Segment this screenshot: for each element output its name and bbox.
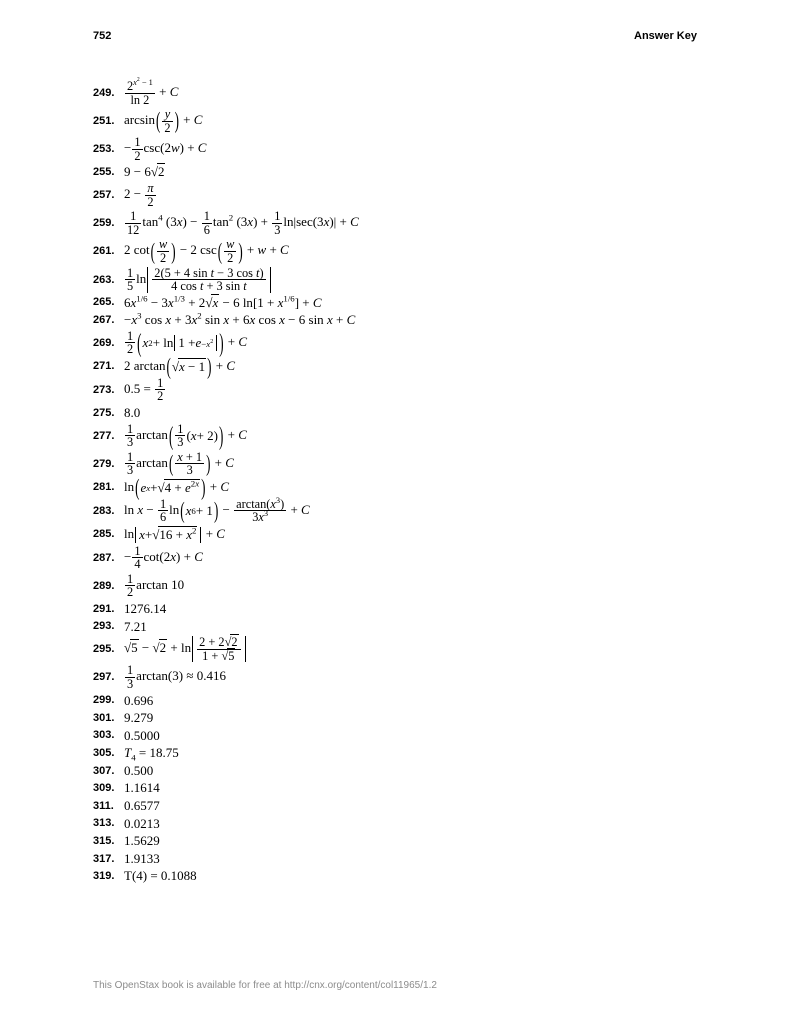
answer-formula: 0.5 = $\frac{1}{2}$ <box>124 375 164 404</box>
answer-number: 255. <box>93 166 115 179</box>
answer-formula: 0.500 <box>124 762 154 778</box>
answer-formula: 9 − 6√2 <box>124 164 165 180</box>
answer-row <box>93 763 731 779</box>
answer-number: 251. <box>93 115 115 128</box>
answer-number: 307. <box>93 764 115 777</box>
answer-number: 253. <box>93 143 115 156</box>
answer-number: 285. <box>93 528 115 541</box>
answer-number: 279. <box>93 457 115 470</box>
answer-row <box>93 474 731 501</box>
page-header <box>93 30 697 42</box>
answer-formula: − $\frac{1}{4}$ cot(2x) + C <box>124 543 203 572</box>
answer-number: 259. <box>93 217 115 230</box>
answer-row <box>93 636 731 662</box>
answer-number: 261. <box>93 245 115 258</box>
answer-formula: 0.5000 <box>124 727 160 743</box>
answer-row <box>93 573 731 599</box>
answer-formula: 7.21 <box>124 618 147 634</box>
answer-row <box>93 451 731 477</box>
answer-formula: 9.279 <box>124 710 154 726</box>
answer-formula: 0.696 <box>124 692 154 708</box>
answer-number: 271. <box>93 360 115 373</box>
answer-number: 281. <box>93 481 115 494</box>
footer-note: This OpenStax book is available for free at http://cnx.org/content/col11965/1.2 <box>93 980 437 991</box>
answer-row <box>93 419 731 451</box>
answer-row <box>93 495 731 525</box>
answer-number: 277. <box>93 429 115 442</box>
answer-row <box>93 545 731 571</box>
answer-row <box>93 326 731 358</box>
answer-formula: T(4) = 0.1088 <box>124 868 197 884</box>
answer-number: 319. <box>93 870 115 883</box>
answer-row <box>93 745 731 761</box>
answer-number: 315. <box>93 835 115 848</box>
answer-row <box>93 619 731 635</box>
answer-number: 295. <box>93 643 115 656</box>
answer-row <box>93 312 731 328</box>
answer-formula: 2 arctan ( √x − 1 ) + C <box>124 353 235 380</box>
answer-number: 305. <box>93 747 115 760</box>
answer-number: 287. <box>93 551 115 564</box>
answer-formula: 2 cot ( w 2 ) − 2 csc ( w 2 ) + w + C <box>124 237 289 265</box>
answer-formula: $\frac{1}{3}$ arctan ( x + 1 3 ) + C <box>127 449 234 478</box>
answer-number: 263. <box>93 273 115 286</box>
answer-number: 303. <box>93 729 115 742</box>
answer-formula: $\frac{1}{3}$ arctan ( 1 3 ( x + 2) ) + C <box>127 419 247 451</box>
answer-row <box>93 868 731 884</box>
answer-formula: $T_4 = 18.75$ <box>124 745 179 763</box>
answer-row <box>93 353 731 380</box>
answer-formula: 0.6577 <box>124 798 160 814</box>
answer-formula: − $\frac{1}{2}$ csc(2w) + C <box>124 135 207 163</box>
answer-row <box>93 664 731 690</box>
answer-number: 311. <box>93 799 114 812</box>
answer-number: 265. <box>93 296 115 309</box>
answer-formula: arcsin ( y 2 ) + C <box>124 107 203 135</box>
answer-row <box>93 728 731 744</box>
answer-number: 297. <box>93 671 115 684</box>
answer-number: 291. <box>93 602 115 615</box>
answer-formula: ln ( e x + $√4 + e^{2x}$ ) + C <box>124 474 229 501</box>
answer-number: 293. <box>93 620 115 633</box>
answer-formula: $\frac{1}{12}$ $\tan^4 (3x)$ − $\frac{1}{6}$ $\tan^2 (3x)$ + $\frac{1}{3}$ ln|sec(3x)| + C <box>127 209 359 237</box>
answer-formula: $\frac{1}{3}$ arctan(3) ≈ 0.416 <box>127 663 226 691</box>
answer-row <box>93 164 731 180</box>
answer-formula: √5 − √2 + ln 2 + 2√2 1 + √5 <box>124 636 247 662</box>
answer-number: 257. <box>93 189 115 202</box>
answer-number: 267. <box>93 314 115 327</box>
page-number: 752 <box>93 30 112 42</box>
answer-row <box>93 851 731 867</box>
answer-formula: $-x^3$ $\cos x + 3x^2$ sin x + 6x cos x − 6 sin x + C <box>124 310 356 328</box>
answer-formula: ln x − $\frac{1}{6}$ ln ( x 6 + 1 ) − $\frac{\arctan(x^3)}{3x^3}$ + C <box>124 495 310 525</box>
answer-row <box>93 238 731 264</box>
answer-row <box>93 295 731 311</box>
answer-row <box>93 108 731 134</box>
answer-row <box>93 798 731 814</box>
answer-list <box>93 78 731 886</box>
answer-row <box>93 816 731 832</box>
answer-row <box>93 136 731 162</box>
answer-row <box>93 833 731 849</box>
answer-number: 317. <box>93 852 115 865</box>
answer-formula: 0.0213 <box>124 815 160 831</box>
answer-row <box>93 267 731 293</box>
answer-formula: $\frac{1}{2}$ arctan 10 <box>127 571 185 600</box>
answer-number: 249. <box>93 87 115 100</box>
answer-number: 289. <box>93 579 115 592</box>
answer-row <box>93 693 731 709</box>
answer-row <box>93 710 731 726</box>
answer-row <box>93 377 731 403</box>
answer-formula: $\frac{1}{2}$ ( x 2 + ln 1 + e $-x^2$ ) + C <box>127 326 248 358</box>
answer-number: 309. <box>93 782 115 795</box>
answer-row <box>93 601 731 617</box>
answer-number: 269. <box>93 336 115 349</box>
answer-formula: 1.9133 <box>124 850 160 866</box>
answer-formula: 1.1614 <box>124 780 160 796</box>
answer-number: 299. <box>93 694 115 707</box>
answer-formula: 1.5629 <box>124 833 160 849</box>
answer-formula: $\frac{2^{x^2 - 1}}{\ln 2}$ + C <box>127 77 179 107</box>
answer-number: 275. <box>93 406 115 419</box>
answer-formula: $6x^{1/6} - 3x^{1/3} + 2√x - 6$ $\ln[1 + x^{1/6}] + C$ <box>124 293 322 310</box>
answer-row <box>93 77 731 107</box>
answer-formula: 2 − $\frac{\pi}{2}$ <box>124 181 154 209</box>
answer-formula: 1276.14 <box>124 601 167 616</box>
answer-number: 301. <box>93 711 115 724</box>
answer-row <box>93 182 731 208</box>
answer-row <box>93 780 731 796</box>
answer-row <box>93 210 731 236</box>
answer-row <box>93 405 731 421</box>
answer-formula: $\frac{1}{5}$ ln 2(5 + 4 sin t − 3 cos t) 4 cos t + 3 sin t <box>124 267 272 293</box>
answer-number: 273. <box>93 383 115 396</box>
answer-formula: ln x + $√16 + x^2$ + C <box>124 525 225 543</box>
answer-row <box>93 526 731 543</box>
answer-number: 313. <box>93 817 115 830</box>
answer-number: 283. <box>93 504 115 517</box>
page-header-title: Answer Key <box>634 30 697 42</box>
answer-formula: 8.0 <box>124 405 141 420</box>
